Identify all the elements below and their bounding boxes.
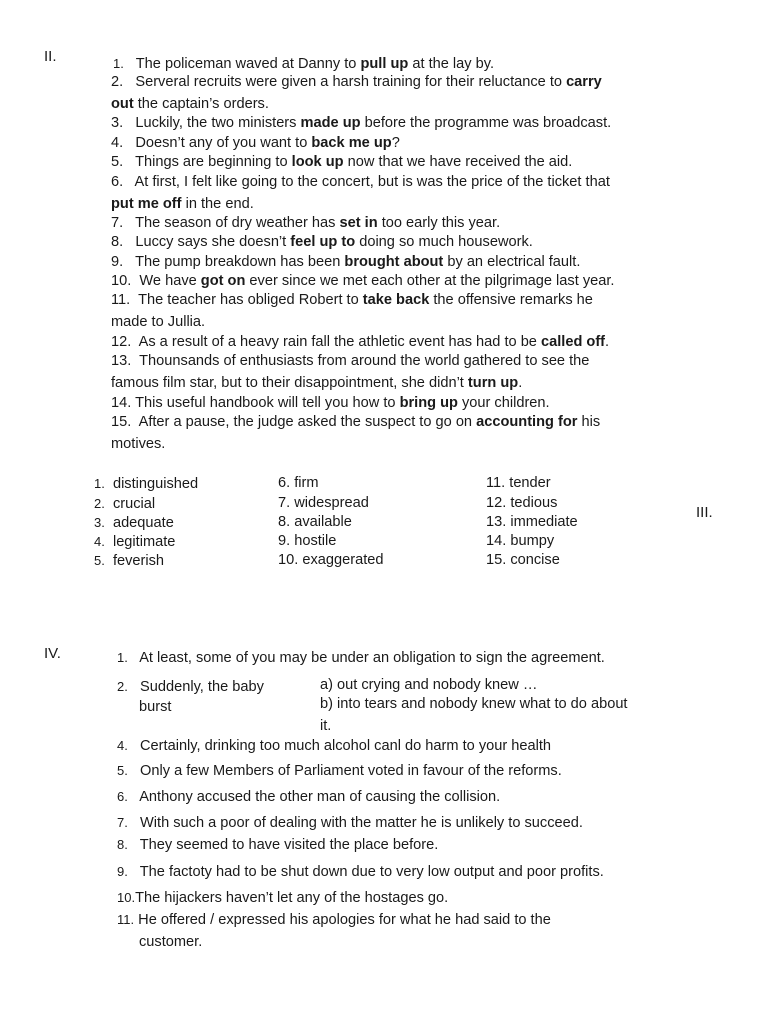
word-item: 5. feverish: [94, 553, 165, 569]
list-item: 12. As a result of a heavy rain fall the athletic event has had to be called off.: [111, 334, 610, 350]
option-a: a) out crying and nobody knew …: [320, 677, 538, 693]
list-item: 10.The hijackers haven’t let any of the hostages go.: [117, 890, 449, 906]
list-item: 6. Anthony accused the other man of causing the collision.: [117, 789, 501, 805]
list-item: 1. At least, some of you may be under an obligation to sign the agreement.: [117, 650, 605, 666]
list-item: 8. They seemed to have visited the place before.: [117, 837, 439, 853]
word-item: 10. exaggerated: [278, 552, 384, 568]
list-item: 1. The policeman waved at Danny to pull up at the lay by.: [113, 56, 495, 72]
word-item: 14. bumpy: [486, 533, 555, 549]
list-item: 9. The pump breakdown has been brought about by an electrical fault.: [111, 254, 581, 270]
list-item-cont: motives.: [111, 436, 166, 452]
list-item: 11. He offered / expressed his apologies for what he had said to the: [117, 912, 551, 928]
list-item: 2. Serveral recruits were given a harsh training for their reluctance to carry: [111, 74, 602, 90]
section-iii-label: III.: [696, 504, 713, 521]
list-item-cont: made to Jullia.: [111, 314, 206, 330]
word-item: 9. hostile: [278, 533, 337, 549]
section-ii-label: II.: [44, 48, 57, 65]
word-item: 1. distinguished: [94, 476, 199, 492]
list-item-cont: out the captain’s orders.: [111, 96, 269, 112]
list-item: 7. With such a poor of dealing with the matter he is unlikely to succeed.: [117, 815, 583, 831]
option-b-cont: it.: [320, 718, 332, 734]
list-item-cont: burst: [139, 699, 172, 715]
option-b: b) into tears and nobody knew what to do about: [320, 696, 628, 712]
list-item: 7. The season of dry weather has set in too early this year.: [111, 215, 501, 231]
word-item: 15. concise: [486, 552, 560, 568]
list-item-cont: famous film star, but to their disappointment, she didn’t turn up.: [111, 375, 523, 391]
word-item: 7. widespread: [278, 495, 369, 511]
list-item: 3. Luckily, the two ministers made up before the programme was broadcast.: [111, 115, 612, 131]
list-item: 9. The factoty had to be shut down due to very low output and poor profits.: [117, 864, 604, 880]
list-item: 14. This useful handbook will tell you how to bring up your children.: [111, 395, 550, 411]
word-item: 12. tedious: [486, 495, 558, 511]
list-item: 8. Luccy says she doesn’t feel up to doing so much housework.: [111, 234, 533, 250]
list-item: 10. We have got on ever since we met each other at the pilgrimage last year.: [111, 273, 615, 289]
list-item-cont: customer.: [139, 934, 203, 950]
word-item: 2. crucial: [94, 496, 156, 512]
list-item: 5. Only a few Members of Parliament voted in favour of the reforms.: [117, 763, 562, 779]
word-item: 6. firm: [278, 475, 319, 491]
list-item: 15. After a pause, the judge asked the suspect to go on accounting for his: [111, 414, 601, 430]
word-item: 3. adequate: [94, 515, 174, 531]
list-item: 11. The teacher has obliged Robert to take back the offensive remarks he: [111, 292, 593, 308]
list-item: 5. Things are beginning to look up now that we have received the aid.: [111, 154, 573, 170]
list-item-cont: put me off in the end.: [111, 196, 254, 212]
word-item: 11. tender: [486, 475, 551, 491]
list-item: 4. Certainly, drinking too much alcohol canl do harm to your health: [117, 738, 552, 754]
word-item: 8. available: [278, 514, 352, 530]
list-item: 2. Suddenly, the baby: [117, 679, 264, 695]
word-item: 4. legitimate: [94, 534, 176, 550]
section-iv-label: IV.: [44, 645, 61, 662]
word-item: 13. immediate: [486, 514, 578, 530]
list-item: 6. At first, I felt like going to the concert, but is was the price of the ticket that: [111, 174, 610, 190]
list-item: 13. Thounsands of enthusiasts from around the world gathered to see the: [111, 353, 590, 369]
list-item: 4. Doesn’t any of you want to back me up?: [111, 135, 400, 151]
